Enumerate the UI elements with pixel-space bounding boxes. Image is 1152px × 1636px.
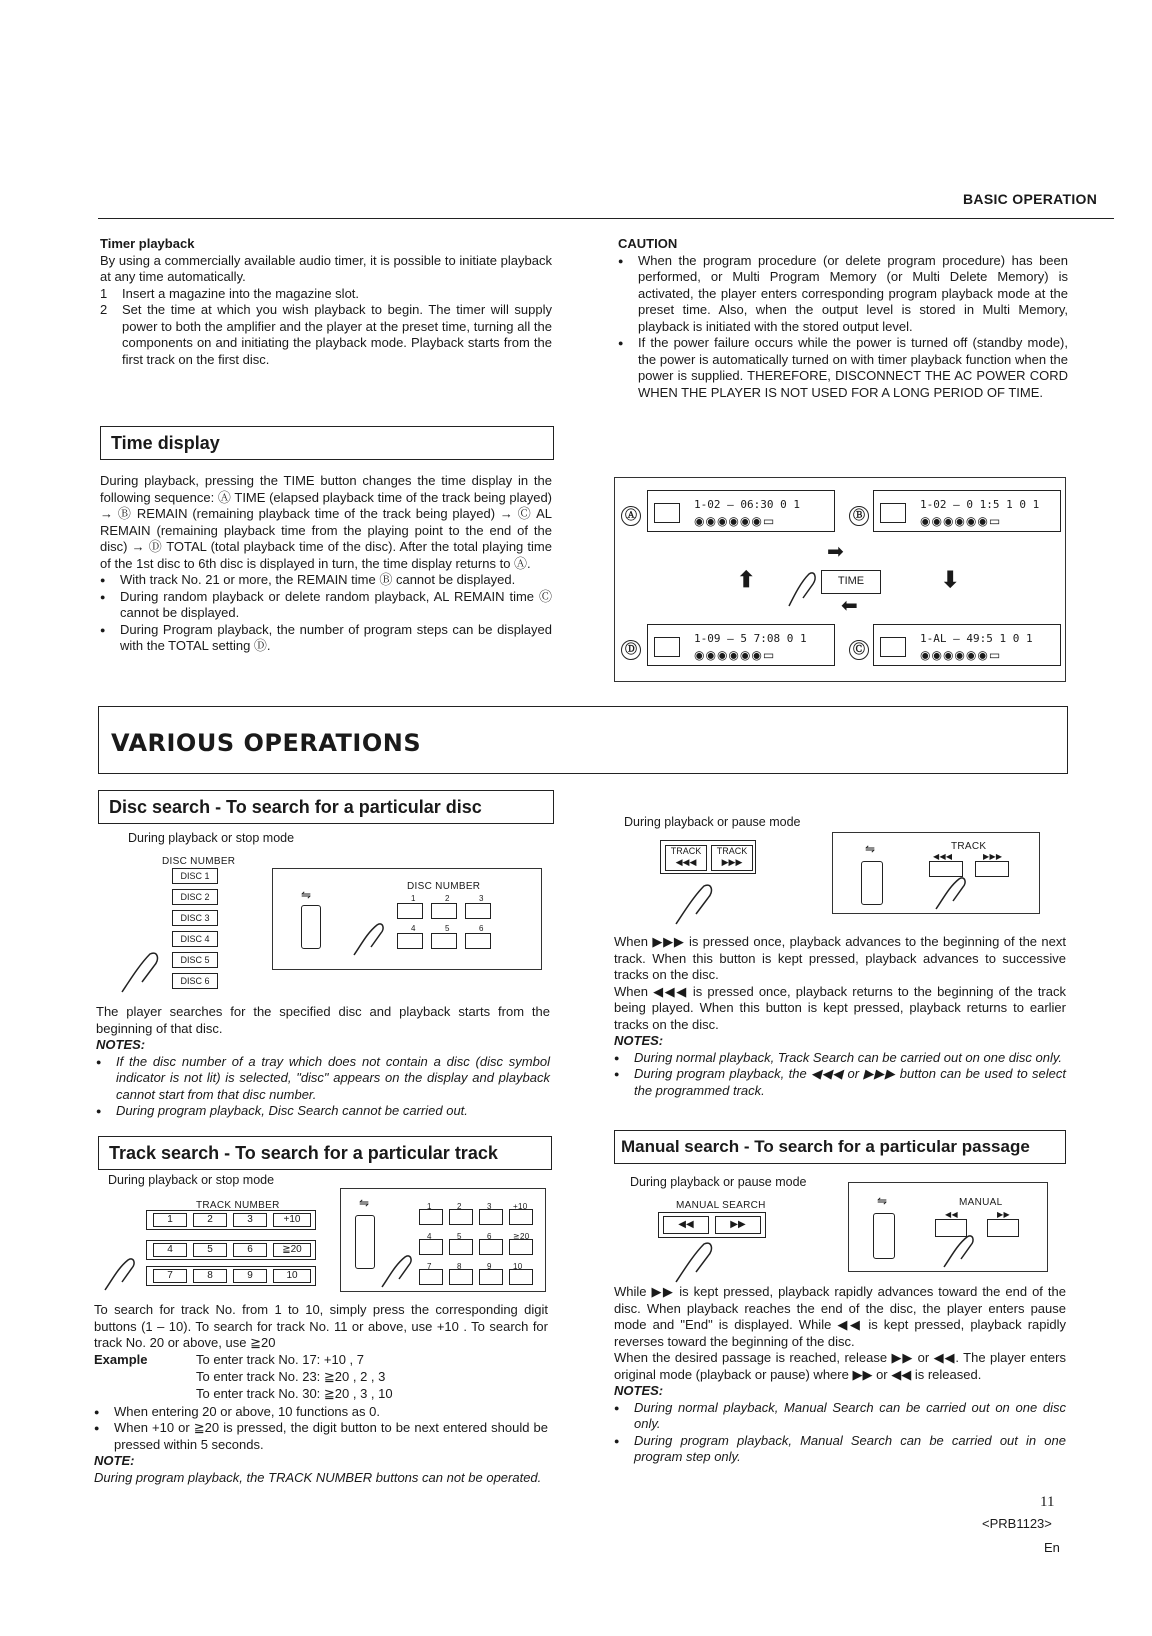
disc-search-text: [96, 1004, 550, 1120]
num-5: 5: [445, 924, 450, 933]
track-keys: [660, 840, 756, 874]
rn: 8: [457, 1262, 462, 1271]
disc-2-button[interactable]: DISC 2: [172, 889, 218, 905]
finger-icon: [785, 570, 819, 608]
remote-track-next[interactable]: [975, 861, 1009, 877]
label-c: Ⓒ: [849, 640, 869, 660]
remote-num-key[interactable]: [509, 1269, 533, 1285]
disc-indicators: ◉◉◉◉◉◉▭: [694, 648, 776, 662]
track-skip-notes-title: NOTES:: [614, 1033, 664, 1048]
caution-title: CAUTION: [618, 236, 678, 251]
disc-icon: [654, 637, 680, 657]
manual-search-notes-title: NOTES:: [614, 1383, 664, 1398]
remote-num-key[interactable]: [419, 1269, 443, 1285]
remote-prev-arrows: ◀◀◀: [933, 852, 953, 861]
num-1: 1: [411, 894, 416, 903]
remote-track-number-figure: [340, 1188, 546, 1292]
rn: +10: [513, 1202, 528, 1211]
disc-icon: [654, 503, 680, 523]
track-key-3[interactable]: 3: [233, 1213, 267, 1227]
finger-icon: [941, 1233, 977, 1269]
track-key-7[interactable]: 7: [153, 1269, 187, 1283]
rewind-button[interactable]: ◀◀: [663, 1216, 709, 1234]
caution-item: ● If the power failure occurs while the power is turned off (standby mode), the power is automatically turned on with timer playback function when the power is supplied. THEREFORE, DISCONNECT THE AC POWER CORD WHEN THE PLAYER IS NOT USED FOR A LONG PERIOD OF TIME.: [618, 335, 1068, 401]
rn: ≧20: [513, 1232, 530, 1241]
arrow-right-icon: ➡: [827, 541, 844, 563]
track-key-10[interactable]: 10: [273, 1269, 311, 1283]
remote-key-3[interactable]: [465, 903, 491, 919]
disc-5-button[interactable]: DISC 5: [172, 952, 218, 968]
manual-search-label: MANUAL SEARCH: [676, 1200, 766, 1211]
lcd-readout: 1-02 — 0 1:5 1 0 1: [920, 498, 1040, 511]
track-search-text: [94, 1302, 548, 1486]
finger-icon: [351, 921, 387, 957]
rn: 3: [487, 1202, 492, 1211]
ff-arrows: ▶▶: [997, 1210, 1010, 1219]
remote-icon: [355, 1215, 375, 1269]
rn: 4: [427, 1232, 432, 1241]
remote-num-key[interactable]: [419, 1209, 443, 1225]
track-key-9[interactable]: 9: [233, 1269, 267, 1283]
rn: 2: [457, 1202, 462, 1211]
caution-section: [618, 236, 1068, 401]
label-b: Ⓑ: [849, 506, 869, 526]
track-skip-body1: When ▶▶▶ is pressed once, playback advances to the beginning of the next track. When this button is kept pressed, playback advances to successive tracks on the disc.: [614, 934, 1066, 982]
disc-search-heading: Disc search - To search for a particular disc: [98, 790, 554, 824]
lcd-time: [647, 490, 835, 532]
finger-icon: [102, 1256, 138, 1292]
track-search-bullet: ● When entering 20 or above, 10 functions as 0.: [94, 1404, 548, 1421]
disc-3-button[interactable]: DISC 3: [172, 910, 218, 926]
disc-indicators: ◉◉◉◉◉◉▭: [920, 648, 1002, 662]
track-skip-note: ● During normal playback, Track Search can be carried out on one disc only.: [614, 1050, 1066, 1067]
track-number-label: TRACK NUMBER: [196, 1200, 280, 1211]
track-key-2[interactable]: 2: [193, 1213, 227, 1227]
remote-num-key[interactable]: [419, 1239, 443, 1255]
manual-search-body2: When the desired passage is reached, release ▶▶ or ◀◀. The player enters original mode (playback or pause) where ▶▶ or ◀◀ is released.: [614, 1350, 1066, 1382]
track-search-body: To search for track No. from 1 to 10, simply press the corresponding digit buttons (1 – 10). To search for track No. 11 or above, use +10 . To search for track No. 20 or above, use ≧20: [94, 1302, 548, 1350]
track-key-1[interactable]: 1: [153, 1213, 187, 1227]
track-key-row: [146, 1240, 316, 1260]
finger-icon: [672, 1240, 716, 1284]
header-rule: [98, 218, 1114, 219]
time-display-bullet: ● During random playback or delete random playback, AL REMAIN time Ⓒ cannot be displayed.: [100, 589, 552, 622]
num-6: 6: [479, 924, 484, 933]
label-a: Ⓐ: [621, 506, 641, 526]
disc-search-note: ● During program playback, Disc Search cannot be carried out.: [96, 1103, 550, 1120]
disc-icon: [880, 637, 906, 657]
lcd-total: [647, 624, 835, 666]
remote-ff[interactable]: [987, 1219, 1019, 1237]
track-key-ge20[interactable]: ≧20: [273, 1243, 311, 1257]
arrow-up-icon: ⬆: [737, 567, 756, 592]
remote-icon: [873, 1213, 895, 1259]
remote-next-arrows: ▶▶▶: [983, 852, 1003, 861]
manual-search-heading: Manual search - To search for a particular passage: [614, 1130, 1066, 1164]
example-line: To enter track No. 23: ≧20 , 2 , 3: [196, 1368, 386, 1384]
time-display-figure: [614, 477, 1066, 682]
remote-key-2[interactable]: [431, 903, 457, 919]
manual-keys: [658, 1212, 766, 1238]
remote-track-label: TRACK: [951, 841, 987, 852]
timer-intro: By using a commercially available audio timer, it is possible to initiate playback at any time automatically.: [100, 252, 552, 284]
track-key-8[interactable]: 8: [193, 1269, 227, 1283]
disc-number-label: DISC NUMBER: [162, 856, 236, 867]
track-search-note-title: NOTE:: [94, 1453, 135, 1468]
finger-icon: [933, 875, 969, 911]
label-d: Ⓓ: [621, 640, 641, 660]
track-prev-button[interactable]: TRACK ◀◀◀: [665, 845, 707, 871]
remote-key-5[interactable]: [431, 933, 457, 949]
lcd-remain: [873, 490, 1061, 532]
rn: 5: [457, 1232, 462, 1241]
track-search-bullet: ● When +10 or ≧20 is pressed, the digit button to be next entered should be pressed within 5 seconds.: [94, 1420, 548, 1453]
time-button: TIME: [821, 570, 881, 594]
disc-search-mode: During playback or stop mode: [128, 831, 295, 845]
finger-icon: [118, 950, 162, 994]
disc-4-button[interactable]: DISC 4: [172, 931, 218, 947]
page-number: 11: [1040, 1494, 1055, 1510]
rn: 1: [427, 1202, 432, 1211]
timer-steps: [100, 286, 552, 369]
manual-search-body1: While ▶▶ is kept pressed, playback rapidly advances toward the end of the disc. When playback reaches the end of the disc, the player enters pause mode and "End" is displayed. While ◀◀ is kept pressed, playback rapidly reverses toward the beginning of the disc.: [614, 1284, 1066, 1349]
remote-key-1[interactable]: [397, 903, 423, 919]
rn: 9: [487, 1262, 492, 1271]
lcd-readout: 1-AL — 49:5 1 0 1: [920, 632, 1033, 645]
manual-search-note: ● During normal playback, Manual Search can be carried out on one disc only.: [614, 1400, 1066, 1433]
caution-item: ● When the program procedure (or delete program procedure) has been performed, or Multi Program Memory (or Multi Delete Memory) is activated, the player enters corresponding program playback mode at the preset time. Also, when the output level is stored in Multi Memory, playback is initiated with the stored output level.: [618, 253, 1068, 336]
manual-search-text: [614, 1284, 1066, 1466]
remote-num-key[interactable]: [449, 1209, 473, 1225]
num-3: 3: [479, 894, 484, 903]
track-search-mode: During playback or stop mode: [108, 1173, 275, 1187]
timer-playback-section: [100, 236, 552, 368]
remote-num-key[interactable]: [479, 1239, 503, 1255]
rewind-arrows: ◀◀: [945, 1210, 958, 1219]
remote-key-4[interactable]: [397, 933, 423, 949]
remote-disc-label: DISC NUMBER: [407, 881, 481, 892]
example-line: To enter track No. 30: ≧20 , 3 , 10: [196, 1385, 393, 1401]
disc-indicators: ◉◉◉◉◉◉▭: [694, 514, 776, 528]
finger-icon: [379, 1253, 415, 1289]
track-search-note: During program playback, the TRACK NUMBER buttons can not be operated.: [94, 1469, 542, 1485]
remote-num-key[interactable]: [449, 1269, 473, 1285]
rn: 6: [487, 1232, 492, 1241]
remote-key-6[interactable]: [465, 933, 491, 949]
track-key-5[interactable]: 5: [193, 1243, 227, 1257]
ir-icon: ⇋: [865, 842, 876, 856]
lcd-readout: 1-02 — 06:30 0 1: [694, 498, 800, 511]
num-4: 4: [411, 924, 416, 933]
remote-icon: [301, 905, 321, 949]
rn: 7: [427, 1262, 432, 1271]
remote-num-key[interactable]: [509, 1209, 533, 1225]
track-skip-mode: During playback or pause mode: [624, 815, 801, 829]
disc-icon: [880, 503, 906, 523]
track-search-heading: Track search - To search for a particular track: [98, 1136, 552, 1170]
time-display-bullet: ● During Program playback, the number of program steps can be displayed with the TOTAL setting Ⓓ.: [100, 622, 552, 655]
time-display-bullet: ● With track No. 21 or more, the REMAIN time Ⓑ cannot be displayed.: [100, 572, 552, 589]
disc-1-button[interactable]: DISC 1: [172, 868, 218, 884]
arrow-down-icon: ⬇: [941, 567, 960, 592]
disc-keys: [172, 868, 222, 994]
lcd-readout: 1-09 — 5 7:08 0 1: [694, 632, 807, 645]
finger-icon: [672, 882, 716, 926]
track-skip-text: [614, 934, 1066, 1099]
remote-icon: [861, 861, 883, 905]
timer-step: 1 Insert a magazine into the magazine slot.: [100, 285, 360, 301]
manual-search-note: ● During program playback, Manual Search can be carried out in one program step only.: [614, 1433, 1066, 1466]
language-code: En: [1044, 1540, 1060, 1555]
fast-forward-button[interactable]: ▶▶: [715, 1216, 761, 1234]
track-next-button[interactable]: TRACK ▶▶▶: [711, 845, 753, 871]
various-operations-heading: VARIOUS OPERATIONS: [98, 706, 1068, 774]
track-key-4[interactable]: 4: [153, 1243, 187, 1257]
track-skip-body2: When ◀◀◀ is pressed once, playback returns to the beginning of the track being played. When this button is kept pressed, playback returns to earlier tracks on the disc.: [614, 983, 1066, 1032]
disc-6-button[interactable]: DISC 6: [172, 973, 218, 989]
track-key-6[interactable]: 6: [233, 1243, 267, 1257]
remote-manual-figure: [848, 1182, 1048, 1272]
num-2: 2: [445, 894, 450, 903]
ir-icon: ⇋: [301, 888, 312, 902]
track-skip-note: ● During program playback, the ◀◀◀ or ▶▶▶ button can be used to select the programmed track.: [614, 1066, 1066, 1099]
remote-manual-label: MANUAL: [959, 1197, 1003, 1208]
remote-num-key[interactable]: [479, 1269, 503, 1285]
remote-disc-figure: [272, 868, 542, 970]
remote-num-key[interactable]: [509, 1239, 533, 1255]
ir-icon: ⇋: [877, 1194, 888, 1208]
section-header: BASIC OPERATION: [963, 191, 1098, 207]
ir-icon: ⇋: [359, 1196, 370, 1210]
example-line: To enter track No. 17: +10 , 7: [196, 1351, 365, 1367]
disc-indicators: ◉◉◉◉◉◉▭: [920, 514, 1002, 528]
manual-search-mode: During playback or pause mode: [630, 1175, 807, 1189]
timer-step: 2 Set the time at which you wish playback to begin. The timer will supply power to both the amplifier and the player at the preset time, turning all the components on and initiating the playback mode. Playback starts from the first track on the first disc.: [100, 302, 552, 367]
track-key-plus10[interactable]: +10: [273, 1213, 311, 1227]
track-key-row: [146, 1266, 316, 1286]
lcd-al-remain: [873, 624, 1061, 666]
timer-title: Timer playback: [100, 236, 195, 251]
remote-track-figure: [832, 832, 1040, 914]
disc-search-notes-title: NOTES:: [96, 1037, 146, 1052]
track-search-examples: [94, 1352, 548, 1404]
time-display-section: [100, 473, 552, 655]
disc-search-body: The player searches for the specified disc and playback starts from the beginning of that disc.: [96, 1004, 550, 1036]
arrow-left-icon: ⬅: [841, 595, 858, 617]
example-title: Example: [94, 1351, 148, 1367]
disc-search-note: ● If the disc number of a tray which does not contain a disc (disc symbol indicator is not lit) is selected, "disc" appears on the display and playback cannot start from that disc number.: [96, 1054, 550, 1104]
remote-num-key[interactable]: [479, 1209, 503, 1225]
doc-code: <PRB1123>: [982, 1516, 1052, 1531]
track-key-row: [146, 1210, 316, 1230]
time-display-heading: Time display: [100, 426, 554, 460]
rn: 10: [513, 1262, 523, 1271]
time-display-body: During playback, pressing the TIME button changes the time display in the following sequence: Ⓐ TIME (elapsed playback time of the track being played) → Ⓑ REMAIN (remaining playback time of the track being played) → Ⓒ AL REMAIN (remaining playback time from the playing point to the end of the disc) → Ⓓ TOTAL (total playback time of the disc). After the total playing time of the 1st disc to 6th disc is displayed in turn, the time display returns to Ⓐ.: [100, 473, 552, 571]
remote-num-key[interactable]: [449, 1239, 473, 1255]
